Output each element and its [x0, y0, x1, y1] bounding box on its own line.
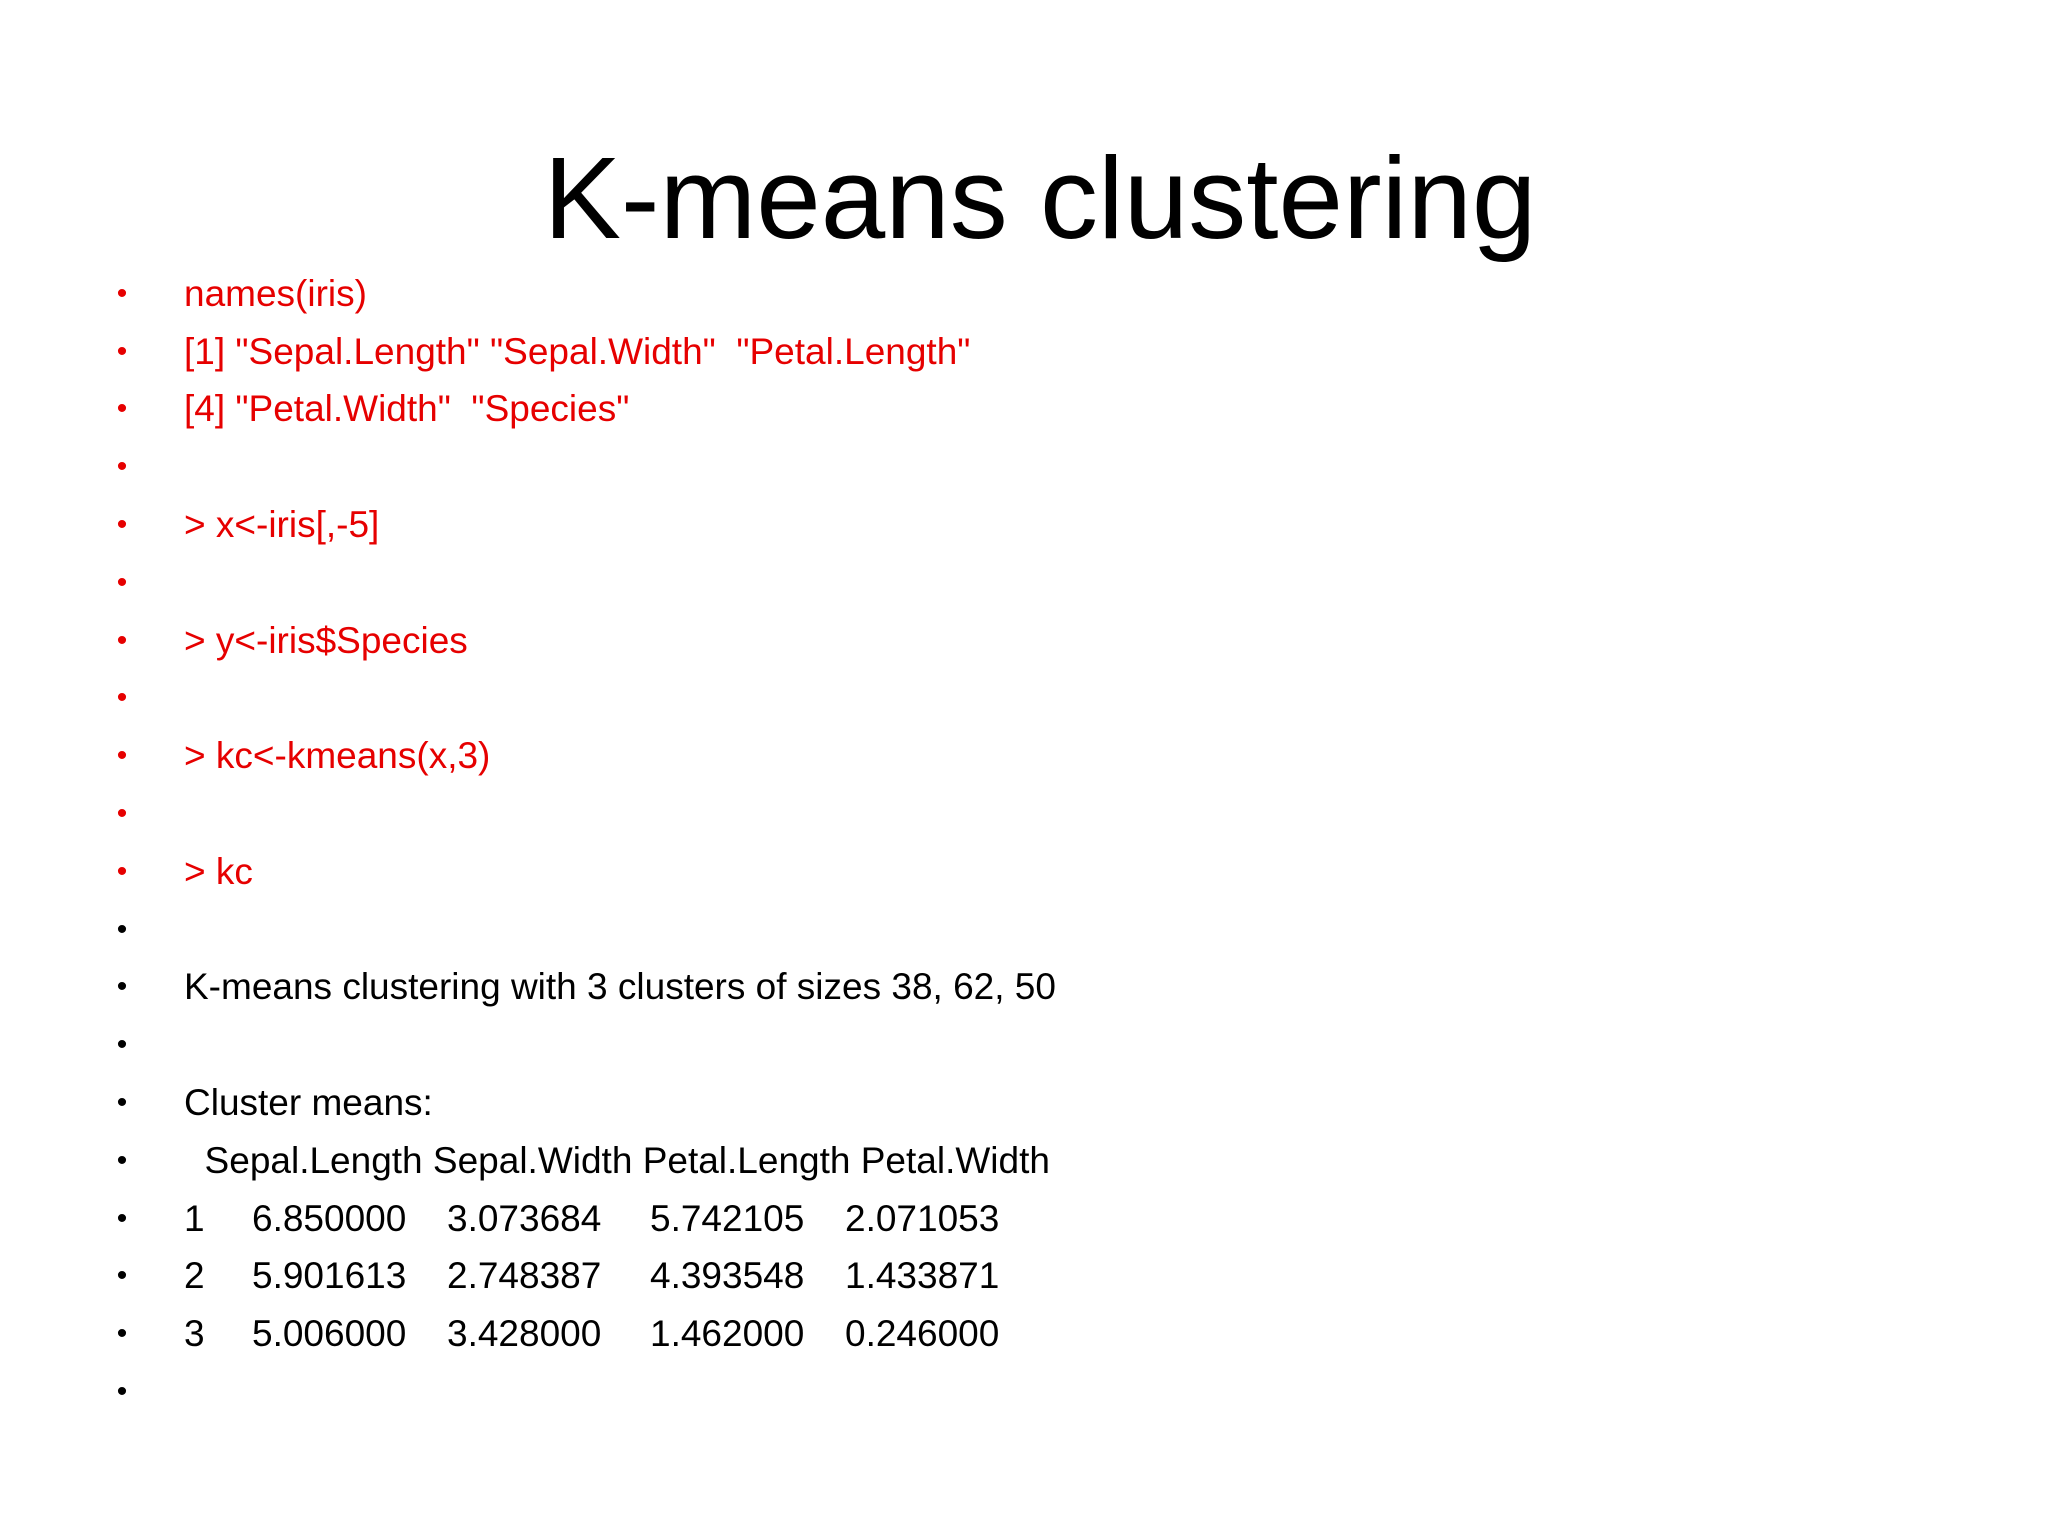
sepal-width-cell: 3.428000 [447, 1313, 602, 1355]
bullet-icon: • [116, 276, 128, 310]
bullet-icon: • [116, 1028, 128, 1062]
bullet-icon: • [116, 797, 128, 831]
bullet-icon: • [116, 450, 128, 484]
cluster-id: 2 [184, 1255, 205, 1297]
code-line: > y<-iris$Species [184, 619, 468, 661]
table-row [110, 1248, 1910, 1306]
bullet-icon: • [116, 1086, 128, 1120]
bullet-line [110, 1132, 1910, 1190]
petal-length-cell: 4.393548 [650, 1255, 805, 1297]
output-line: K-means clustering with 3 clusters of sizes 38, 62, 50 [184, 966, 1056, 1008]
bullet-icon: • [116, 970, 128, 1004]
petal-length-cell: 1.462000 [650, 1313, 805, 1355]
bullet-icon: • [116, 1375, 128, 1409]
code-line: names(iris) [184, 272, 367, 314]
petal-width-cell: 1.433871 [845, 1255, 1000, 1297]
table-row [110, 1190, 1910, 1248]
sepal-length-cell: 6.850000 [252, 1197, 407, 1239]
bullet-line-empty [110, 438, 1910, 496]
table-row-cells [184, 1198, 1040, 1240]
petal-width-cell: 0.246000 [845, 1313, 1000, 1355]
bullet-icon: • [116, 565, 128, 599]
bullet-line [110, 727, 1910, 785]
bullet-icon: • [116, 1143, 128, 1177]
sepal-length-cell: 5.901613 [252, 1255, 407, 1297]
cluster-id: 1 [184, 1197, 205, 1239]
bullet-icon: • [116, 392, 128, 426]
table-row-cells [184, 1313, 1040, 1355]
bullet-icon: • [116, 854, 128, 888]
bullet-line [110, 843, 1910, 901]
table-header-line: Sepal.Length Sepal.Width Petal.Length Petal.Width [184, 1139, 1050, 1181]
bullet-line [110, 612, 1910, 670]
bullet-icon: • [116, 623, 128, 657]
bullet-icon: • [116, 1201, 128, 1235]
bullet-icon: • [116, 681, 128, 715]
bullet-line-empty [110, 554, 1910, 612]
code-line: [1] "Sepal.Length" "Sepal.Width" "Petal.Length" [184, 330, 971, 372]
bullet-line-empty [110, 785, 1910, 843]
bullet-icon: • [116, 1259, 128, 1293]
bullet-list [110, 265, 1910, 1421]
bullet-line-empty [110, 670, 1910, 728]
bullet-line [110, 323, 1910, 381]
bullet-line-empty [110, 1016, 1910, 1074]
bullet-line [110, 381, 1910, 439]
table-row-cells [184, 1255, 1040, 1297]
petal-length-cell: 5.742105 [650, 1197, 805, 1239]
code-line: > kc [184, 850, 253, 892]
bullet-line [110, 496, 1910, 554]
bullet-line [110, 265, 1910, 323]
table-row [110, 1305, 1910, 1363]
bullet-line-empty [110, 1363, 1910, 1421]
sepal-length-cell: 5.006000 [252, 1313, 407, 1355]
bullet-icon: • [116, 912, 128, 946]
code-line: > kc<-kmeans(x,3) [184, 735, 491, 777]
bullet-icon: • [116, 739, 128, 773]
output-line: Cluster means: [184, 1082, 433, 1124]
bullet-icon: • [116, 1317, 128, 1351]
bullet-icon: • [116, 334, 128, 368]
bullet-line [110, 1074, 1910, 1132]
code-line: [4] "Petal.Width" "Species" [184, 388, 630, 430]
bullet-line [110, 959, 1910, 1017]
sepal-width-cell: 3.073684 [447, 1197, 602, 1239]
code-line: > x<-iris[,-5] [184, 504, 380, 546]
slide-title: K-means clustering [543, 133, 1537, 263]
bullet-line-empty [110, 901, 1910, 959]
sepal-width-cell: 2.748387 [447, 1255, 602, 1297]
cluster-id: 3 [184, 1313, 205, 1355]
bullet-icon: • [116, 508, 128, 542]
petal-width-cell: 2.071053 [845, 1197, 1000, 1239]
